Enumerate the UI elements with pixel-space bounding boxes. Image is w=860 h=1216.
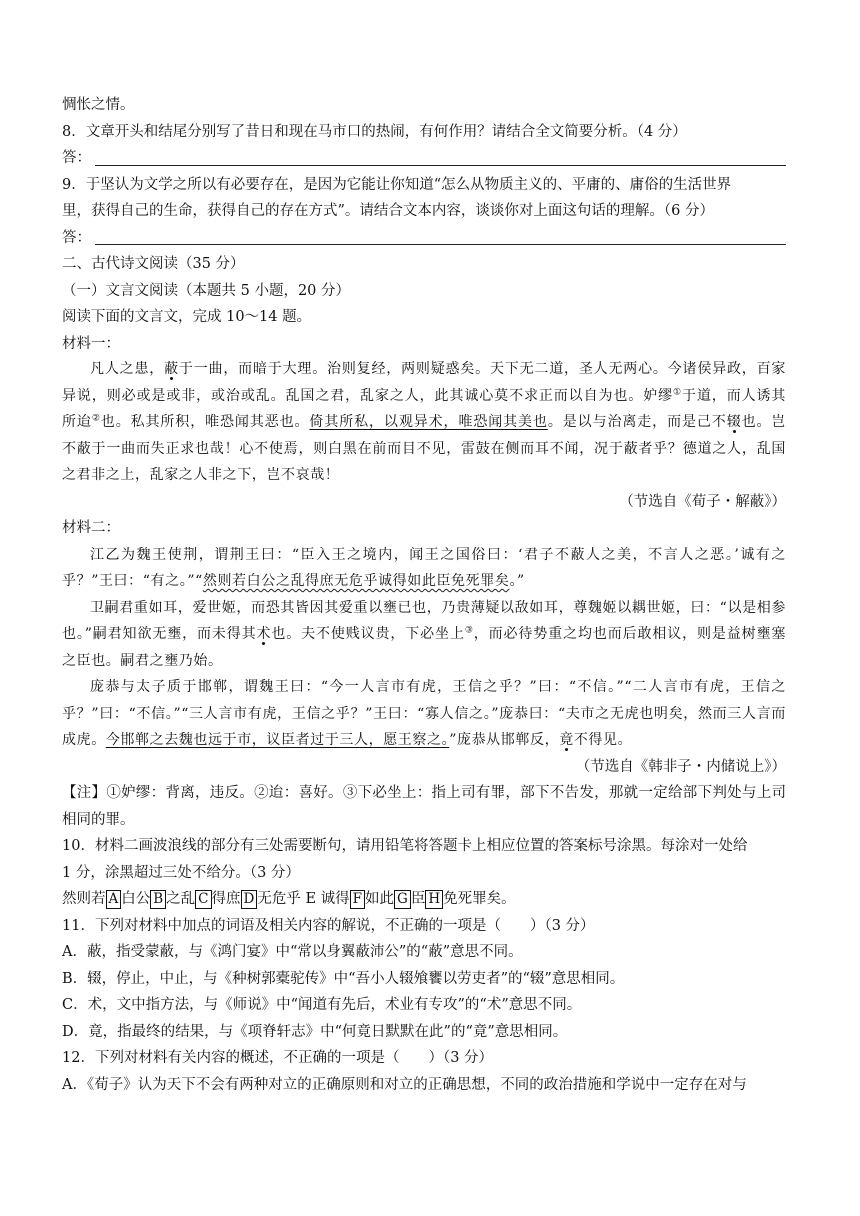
option-box-h[interactable]: H (425, 890, 443, 909)
option-box-c[interactable]: C (195, 890, 211, 909)
answer-rule (95, 151, 786, 166)
answer-line-8[interactable] (62, 145, 786, 172)
material-1-label: 材料一： (62, 335, 120, 352)
question-9-line-1: 9．于坚认为文学之所以有必要存在，是因为它能让你知道“怎么从物质主义的、平庸的、庸俗的生活世界 (62, 176, 732, 193)
subsection-heading: （一）文言文阅读（本题共 5 小题，20 分） (62, 282, 351, 299)
question-12: 12．下列对材料有关内容的概述，不正确的一项是（ ）（3 分） (62, 1050, 494, 1066)
source-citation-1: （节选自《荀子・解蔽》） (619, 493, 786, 510)
instruction: 阅读下面的文言文，完成 10～14 题。 (62, 309, 312, 325)
question-12-option-a[interactable]: A．《荀子》认为天下不会有两种对立的正确原则和对立的正确思想，不同的政治措施和学说中一定存在对与 (62, 1076, 747, 1093)
text-line: 惆怅之情。 (62, 97, 135, 113)
dotted-word-jing: 竟 (559, 732, 574, 748)
option-box-b[interactable]: B (150, 890, 166, 909)
underlined-sentence: 倚其所私，以观异术，唯恐闻其美也 (309, 414, 548, 430)
material-2-para-2: 卫嗣君重如耳，爱世姬，而恐其皆因其爱重以壅已也，乃贵薄疑以敌如耳，尊魏姬以耦世姬，曰：“以是相参也。”嗣君知欲无壅，而未得其术也。夫不使贱议贵，下必坐上③，而必待势重之均也而后敢相议，则是益树壅塞之臣也。嗣君之壅乃始。 (62, 599, 786, 669)
wavy-underlined-sentence: 然则若白公之乱得庶无危乎诚得如此臣免死罪矣 (202, 573, 510, 589)
question-9-line-2: 里，获得自己的生命，获得自己的存在方式”。请结合文本内容，谈谈你对上面这句话的理解。（6 分） (62, 203, 714, 219)
question-11-option-a[interactable]: A．蔽，指受蒙蔽，与《鸿门宴》中“常以身翼蔽沛公”的“蔽”意思不同。 (62, 944, 523, 960)
question-10-options: 然则若 A 白公 B 之乱 C 得庶 D 无危乎 E 诚得 F 如此 G 臣 H 免死罪矣。 (62, 891, 516, 907)
question-11-option-c[interactable]: C．术，文中指方法，与《师说》中“闻道有先后，术业有专攻”的“术”意思不同。 (62, 997, 582, 1013)
answer-label: 答： (62, 229, 91, 246)
option-box-d[interactable]: D (241, 890, 258, 909)
question-10-line-1: 10．材料二画波浪线的部分有三处需要断句，请用铅笔将答题卡上相应位置的答案标号涂黑。每涂对一处给 (62, 838, 748, 854)
option-box-f[interactable]: F (350, 890, 365, 909)
question-11: 11．下列对材料中加点的词语及相关内容的解说，不正确的一项是（ ）（3 分） (62, 917, 595, 934)
answer-line-9[interactable] (62, 225, 786, 252)
dotted-word-chuo: 辍 (726, 414, 742, 430)
exam-page (62, 92, 786, 1098)
answer-rule (95, 230, 786, 245)
answer-label: 答： (62, 150, 91, 166)
material-2-para-1: 江乙为魏王使荆，谓荆王曰：“臣入王之境内，闻王之国俗曰：‘君子不蔽人之美，不言人之恶。’诚有之乎？”王曰：“有之。”“然则若白公之乱得庶无危乎诚得如此臣免死罪矣。” (62, 546, 786, 589)
annotation-note: 【注】①妒缪：背离，违反。②迨：喜好。③下必坐上：指上司有罪，部下不告发，那就一定给部下判处与上司相同的罪。 (62, 785, 786, 828)
question-11-option-d[interactable]: D．竟，指最终的结果，与《项脊轩志》中“何竟日默默在此”的“竟”意思相同。 (62, 1023, 568, 1040)
material-2-label: 材料二： (62, 520, 120, 536)
question-10-line-2: 1 分，涂黑超过三处不给分。（3 分） (62, 864, 300, 881)
option-box-g[interactable]: G (394, 890, 411, 909)
question-8: 8．文章开头和结尾分别写了昔日和现在马市口的热闹，有何作用？请结合全文简要分析。（4 分） (62, 123, 687, 140)
material-1-text: 凡人之患，蔽于一曲，而暗于大理。治则复经，两则疑惑矣。天下无二道，圣人无两心。今诸侯异政，百家异说，则必或是或非，或治或乱。乱国之君，乱家之人，此其诚心莫不求正而以自为也。妒缪①于道，而人诱其所迨②也。私其所积，唯恐闻其恶也。倚其所私，以观异术，唯恐闻其美也。是以与治离走，而是己不辍也。岂不蔽于一曲而失正求也哉！心不使焉，则白黑在前而目不见，雷鼓在侧而耳不闻，况于蔽者乎？德道之人，乱国之君非之上，乱家之人非之下，岂不哀哉！ (62, 361, 787, 483)
dotted-word-shu: 术 (256, 626, 272, 642)
question-11-option-b[interactable]: B．辍，停止，中止，与《种树郭橐驼传》中“吾小人辍飧饔以劳吏者”的“辍”意思相同。 (62, 970, 625, 987)
underlined-sentence: 今邯郸之去魏也远于市，议臣者过于三人，愿王察之。 (105, 732, 450, 748)
option-box-a[interactable]: A (106, 890, 122, 909)
material-2-para-3: 庞恭与太子质于邯郸，谓魏王曰：“今一人言市有虎，王信之乎？”曰：“不信。”“二人言市有虎，王信之乎？”曰：“不信。”“三人言市有虎，王信之乎？”王曰：“寡人信之。”庞恭曰：“夫市之无虎也明矣，然而三人言而成虎。今邯郸之去魏也远于市，议臣者过于三人，愿王察之。”庞恭从邯郸反，竟不得见。 (62, 679, 786, 748)
dotted-word-bi: 蔽 (164, 361, 179, 377)
source-citation-2: （节选自《韩非子・内储说上》） (575, 758, 786, 775)
section-heading: 二、古代诗文阅读（35 分） (62, 256, 245, 272)
